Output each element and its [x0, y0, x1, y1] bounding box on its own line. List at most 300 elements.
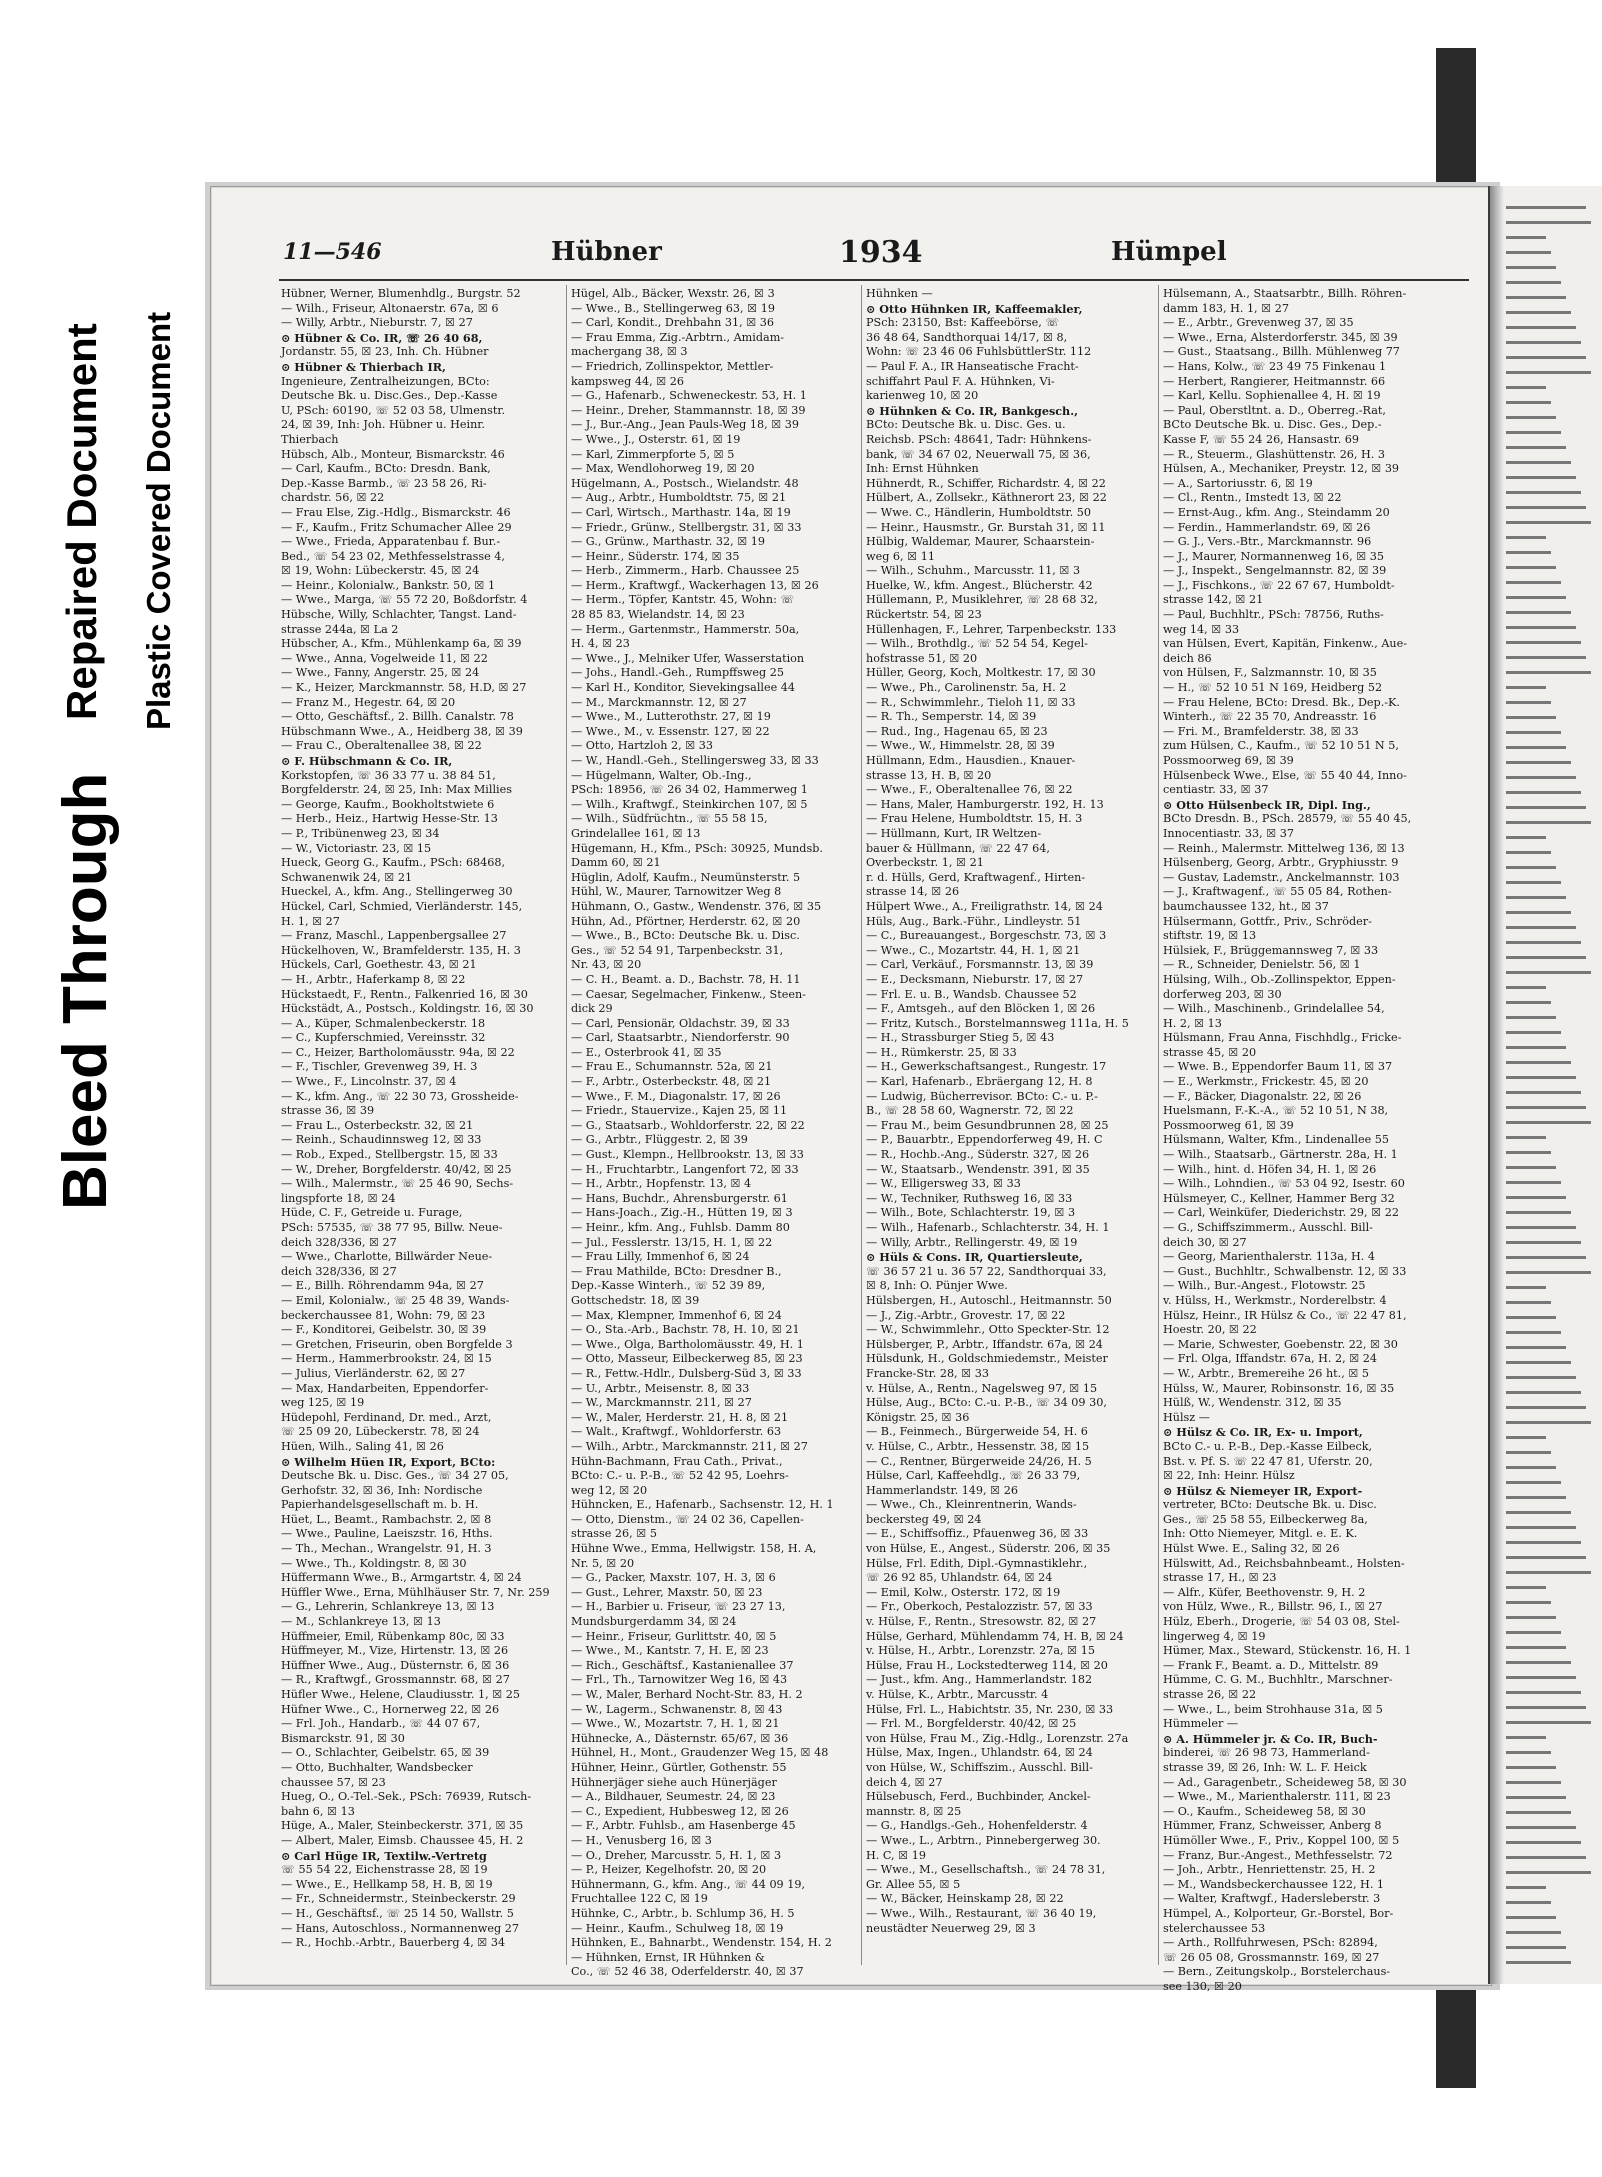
- directory-entry-line: — H., ☏ 52 10 51 N 169, Heidberg 52: [1163, 681, 1383, 695]
- adjacent-page-text-line: [1506, 1871, 1591, 1874]
- directory-entry-line: — Paul, Oberstltnt. a. D., Oberreg.-Rat,: [1163, 403, 1386, 417]
- directory-entry-line: — Rud., Ing., Hagenau 65, ☒ 23: [866, 724, 1048, 738]
- directory-entry-line: kampsweg 44, ☒ 26: [571, 374, 685, 388]
- adjacent-page-text-line: [1506, 1076, 1576, 1079]
- directory-entry-line: — Heinr., Süderstr. 174, ☒ 35: [571, 549, 740, 563]
- directory-entry-line: — Wwe., M., Lutterothstr. 27, ☒ 19: [571, 710, 771, 724]
- directory-entry-line: — H., Geschäftsf., ☏ 25 14 50, Wallstr. 5: [281, 1906, 514, 1920]
- directory-entry-line: — Hühnken, Ernst, IR Hühnken &: [571, 1950, 765, 1964]
- directory-entry-line: ☏ 55 54 22, Eichenstrasse 28, ☒ 19: [281, 1863, 488, 1877]
- directory-entry-line: ⊙ Hübner & Co. IR, ☏ 26 40 68,: [281, 330, 483, 345]
- adjacent-page-text-line: [1506, 296, 1566, 299]
- directory-entry-line: — G., Hafenarb., Schweneckestr. 53, H. 1: [571, 389, 807, 403]
- directory-entry-line: — Wwe., Anna, Vogelweide 11, ☒ 22: [281, 651, 488, 665]
- directory-entry-line: Hülse, Frl. L., Habichtstr. 35, Nr. 230, ☒ 33: [866, 1702, 1114, 1716]
- adjacent-page-text-line: [1506, 986, 1546, 989]
- label-repaired-document: Repaired Document: [58, 323, 105, 720]
- directory-entry-line: — Otto, Geschäftsf., 2. Billh. Canalstr. 78: [281, 710, 514, 724]
- directory-entry-line: lingspforte 18, ☒ 24: [281, 1191, 396, 1205]
- directory-entry-line: — U., Arbtr., Meisenstr. 8, ☒ 33: [571, 1381, 750, 1395]
- directory-entry-line: bank, ☏ 34 67 02, Neuerwall 75, ☒ 36,: [866, 447, 1091, 461]
- directory-entry-line: — F., Konditorei, Geibelstr. 30, ☒ 39: [281, 1323, 487, 1337]
- directory-entry-line: — F., Tischler, Grevenweg 39, H. 3: [281, 1060, 478, 1074]
- directory-entry-line: — Wwe., Ch., Kleinrentnerin, Wands-: [866, 1498, 1077, 1512]
- adjacent-page-text-line: [1506, 881, 1561, 884]
- directory-entry-line: v. Hülse, H., Arbtr., Lorenzstr. 27a, ☒ 15: [866, 1644, 1095, 1658]
- directory-entry-line: — R., Steuerm., Glashüttenstr. 26, H. 3: [1163, 447, 1386, 461]
- adjacent-page-text-line: [1506, 1601, 1551, 1604]
- directory-entry-line: — Wilh., Lohndien., ☏ 53 04 92, Isestr. 60: [1163, 1177, 1405, 1191]
- directory-entry-line: — R., Hochb.-Ang., Süderstr. 327, ☒ 26: [866, 1148, 1090, 1162]
- directory-entry-line: — Paul, Buchhltr., PSch: 78756, Ruths-: [1163, 608, 1384, 622]
- directory-entry-line: — W., Techniker, Ruthsweg 16, ☒ 33: [866, 1191, 1073, 1205]
- adjacent-page-text-line: [1506, 1571, 1591, 1574]
- adjacent-page-text-line: [1506, 281, 1561, 284]
- directory-entry-line: ⊙ Wilhelm Hüen IR, Export, BCto:: [281, 1454, 496, 1469]
- directory-entry-line: Hülse, Frl. Edith, Dipl.-Gymnastiklehr.,: [866, 1556, 1088, 1570]
- directory-entry-line: ⊙ A. Hümmeler jr. & Co. IR, Buch-: [1163, 1731, 1378, 1746]
- directory-entry-line: — J., Maurer, Normannenweg 16, ☒ 35: [1163, 549, 1385, 563]
- adjacent-page-text-line: [1506, 686, 1546, 689]
- directory-entry-line: ⊙ Hülsz & Niemeyer IR, Export-: [1163, 1483, 1363, 1498]
- directory-entry-line: strasse 244a, ☒ La 2: [281, 622, 399, 636]
- directory-entry-line: — Wilh., Friseur, Altonaerstr. 67a, ☒ 6: [281, 301, 499, 315]
- directory-entry-line: Hüet, L., Beamt., Rambachstr. 2, ☒ 8: [281, 1512, 492, 1526]
- directory-entry-line: — Herm., Gartenmstr., Hammerstr. 50a,: [571, 622, 800, 636]
- directory-entry-line: — H., Arbtr., Hopfenstr. 13, ☒ 4: [571, 1177, 752, 1191]
- adjacent-page-text-line: [1506, 1196, 1566, 1199]
- directory-entry-line: — Wwe., L., beim Strohhause 31a, ☒ 5: [1163, 1702, 1383, 1716]
- adjacent-page-text-line: [1506, 311, 1571, 314]
- directory-entry-line: Hülswitt, Ad., Reichsbahnbeamt., Holsten-: [1163, 1556, 1405, 1570]
- directory-entry-line: — O., Schlachter, Geibelstr. 65, ☒ 39: [281, 1746, 490, 1760]
- adjacent-page-text-line: [1506, 551, 1551, 554]
- directory-entry-line: — Wilh., Staatsarb., Gärtnerstr. 28a, H. 1: [1163, 1148, 1398, 1162]
- adjacent-page-text-line: [1506, 1316, 1556, 1319]
- directory-entry-line: dick 29: [571, 1002, 613, 1016]
- adjacent-page-text-line: [1506, 1556, 1586, 1559]
- directory-entry-line: Hühnermann, G., kfm. Ang., ☏ 44 09 19,: [571, 1877, 806, 1891]
- adjacent-page-text-line: [1506, 1016, 1556, 1019]
- directory-entry-line: ☏ 26 05 08, Grossmannstr. 169, ☒ 27: [1163, 1950, 1380, 1964]
- directory-entry-line: — Carl, Weinküfer, Diederichstr. 29, ☒ 22: [1163, 1206, 1399, 1220]
- directory-entry-line: — R., Hochb.-Arbtr., Bauerberg 4, ☒ 34: [281, 1936, 506, 1950]
- directory-entry-line: — Karl, Zimmerpforte 5, ☒ 5: [571, 447, 735, 461]
- header-first-entry: Hübner: [551, 237, 662, 267]
- directory-entry-line: 24, ☒ 39, Inh: Joh. Hübner u. Heinr.: [281, 418, 485, 432]
- directory-entry-line: Huelke, W., kfm. Angest., Blücherstr. 42: [866, 578, 1093, 592]
- directory-entry-line: — G., Staatsarb., Wohldorferstr. 22, ☒ 22: [571, 1118, 805, 1132]
- directory-entry-line: — Rich., Geschäftsf., Kastanienallee 37: [571, 1658, 794, 1672]
- directory-entry-line: — H., Arbtr., Haferkamp 8, ☒ 22: [281, 972, 466, 986]
- directory-entry-line: — P., Tribünenweg 23, ☒ 34: [281, 826, 440, 840]
- directory-entry-line: deich 328/336, ☒ 27: [281, 1264, 397, 1278]
- directory-entry-line: r. d. Hülls, Gerd, Kraftwagenf., Hirten-: [866, 870, 1086, 884]
- adjacent-page-text-line: [1506, 476, 1576, 479]
- directory-entry-line: — Friedr., Grünw., Stellbergstr. 31, ☒ 33: [571, 520, 802, 534]
- header-year: 1934: [839, 235, 923, 270]
- directory-entry-line: — Paul F. A., IR Hanseatische Fracht-: [866, 359, 1079, 373]
- directory-entry-line: — Frau Else, Zig.-Hdlg., Bismarckstr. 46: [281, 505, 511, 519]
- directory-entry-line: — Wilh., Schuhm., Marcusstr. 11, ☒ 3: [866, 564, 1081, 578]
- directory-entry-line: — Frank F., Beamt. a. D., Mittelstr. 89: [1163, 1658, 1379, 1672]
- adjacent-page-text-line: [1506, 1886, 1546, 1889]
- directory-entry-line: — W., Maler, Herderstr. 21, H. 8, ☒ 21: [571, 1410, 789, 1424]
- directory-entry-line: Hülsberger, P., Arbtr., Iffandstr. 67a, ☒ 24: [866, 1337, 1103, 1351]
- directory-entry-line: — R., Schwimmlehr., Tieloh 11, ☒ 33: [866, 695, 1076, 709]
- directory-entry-line: — Reinh., Schaudinnsweg 12, ☒ 33: [281, 1133, 482, 1147]
- directory-entry-line: — Frl. Joh., Handarb., ☏ 44 07 67,: [281, 1717, 481, 1731]
- directory-entry-line: ☒ 8, Inh: O. Pünjer Wwe.: [866, 1279, 1008, 1293]
- listing-column-3: [866, 287, 1148, 1967]
- adjacent-page-text-line: [1506, 536, 1546, 539]
- directory-entry-line: — Otto, Hartzloh 2, ☒ 33: [571, 739, 714, 753]
- adjacent-page-text-line: [1506, 596, 1566, 599]
- adjacent-page-text-line: [1506, 1376, 1576, 1379]
- directory-entry-line: — Wilh., Arbtr., Marckmannstr. 211, ☒ 27: [571, 1439, 808, 1453]
- adjacent-page-text-line: [1506, 1031, 1561, 1034]
- directory-entry-line: Hühnken —: [866, 287, 933, 300]
- adjacent-page-text-line: [1506, 1391, 1581, 1394]
- directory-entry-line: deich 86: [1163, 651, 1212, 665]
- adjacent-page-text-line: [1506, 401, 1551, 404]
- directory-entry-line: — Jul., Fesslerstr. 13/15, H. 1, ☒ 22: [571, 1235, 773, 1249]
- listing-column-1: [281, 287, 563, 1967]
- directory-entry-line: Hülß, W., Wendenstr. 312, ☒ 35: [1163, 1396, 1342, 1410]
- directory-entry-line: strasse 36, ☒ 39: [281, 1104, 375, 1118]
- adjacent-page-text-line: [1506, 1451, 1551, 1454]
- adjacent-page-text-line: [1506, 506, 1586, 509]
- directory-entry-line: Hückels, Carl, Goethestr. 43, ☒ 21: [281, 958, 477, 972]
- adjacent-page-text-line: [1506, 1466, 1556, 1469]
- directory-entry-line: Hügemann, H., Kfm., PSch: 30925, Mundsb.: [571, 841, 823, 855]
- directory-entry-line: — F., Arbtr. Fuhlsb., am Hasenberge 45: [571, 1819, 796, 1833]
- directory-entry-line: — Wilh., Maschinenb., Grindelallee 54,: [1163, 1002, 1385, 1016]
- directory-entry-line: Hüge, A., Maler, Steinbeckerstr. 371, ☒ 35: [281, 1819, 524, 1833]
- directory-entry-line: Hühncken, E., Hafenarb., Sachsenstr. 12, H. 1: [571, 1498, 834, 1512]
- directory-entry-line: — Wwe., Frieda, Apparatenbau f. Bur.-: [281, 535, 501, 549]
- adjacent-page-text-line: [1506, 1136, 1546, 1139]
- adjacent-page-text-line: [1506, 1166, 1556, 1169]
- directory-entry-line: — Gust., Lehrer, Maxstr. 50, ☒ 23: [571, 1585, 763, 1599]
- directory-entry-line: Hümmer, Franz, Schweisser, Anberg 8: [1163, 1819, 1382, 1833]
- directory-entry-line: — R. Th., Semperstr. 14, ☒ 39: [866, 710, 1037, 724]
- adjacent-page-text-line: [1506, 971, 1591, 974]
- directory-entry-line: — E., Arbtr., Grevenweg 37, ☒ 35: [1163, 316, 1354, 330]
- adjacent-page-text-line: [1506, 1286, 1546, 1289]
- directory-entry-line: — F., Arbtr., Osterbeckstr. 48, ☒ 21: [571, 1075, 772, 1089]
- directory-entry-line: — G., Handlgs.-Geh., Hohenfelderstr. 4: [866, 1819, 1088, 1833]
- directory-entry-line: — Karl H., Konditor, Sievekingsallee 44: [571, 681, 796, 695]
- adjacent-page-text-line: [1506, 1121, 1591, 1124]
- directory-entry-line: — Wwe., Marga, ☏ 55 72 20, Boßdorfstr. 4: [281, 593, 528, 607]
- directory-entry-line: strasse 13, H. B, ☒ 20: [866, 768, 992, 782]
- adjacent-page-text-line: [1506, 641, 1581, 644]
- directory-entry-line: Hoestr. 20, ☒ 22: [1163, 1323, 1257, 1337]
- adjacent-page-text-line: [1506, 1046, 1566, 1049]
- directory-entry-line: — Wwe., J., Osterstr. 61, ☒ 19: [571, 432, 741, 446]
- directory-entry-line: binderei, ☏ 26 98 73, Hammerland-: [1163, 1746, 1370, 1760]
- directory-entry-line: PSch: 18956, ☏ 26 34 02, Hammerweg 1: [571, 783, 808, 797]
- directory-entry-line: ⊙ Hüls & Cons. IR, Quartiersleute,: [866, 1250, 1083, 1265]
- directory-entry-line: — Wilh., Bur.-Angest., Flotowstr. 25: [1163, 1279, 1366, 1293]
- directory-entry-line: Hülse, Max, Ingen., Uhlandstr. 64, ☒ 24: [866, 1746, 1093, 1760]
- directory-entry-line: — Wwe., Th., Koldingstr. 8, ☒ 30: [281, 1556, 467, 1570]
- directory-entry-line: — G., Grünw., Marthastr. 32, ☒ 19: [571, 535, 766, 549]
- directory-entry-line: Hüller, Georg, Koch, Moltkestr. 17, ☒ 30: [866, 666, 1096, 680]
- directory-entry-line: — Max, Klempner, Immenhof 6, ☒ 24: [571, 1308, 782, 1322]
- directory-entry-line: — Otto, Dienstm., ☏ 24 02 36, Capellen-: [571, 1512, 804, 1526]
- adjacent-page-text-line: [1506, 1616, 1556, 1619]
- directory-entry-line: Hüls, Aug., Bark.-Führ., Lindleystr. 51: [866, 914, 1082, 928]
- directory-entry-line: — W., Arbtr., Bremereihe 26 ht., ☒ 5: [1163, 1366, 1370, 1380]
- directory-entry-line: karienweg 10, ☒ 20: [866, 389, 979, 403]
- directory-entry-line: — Wwe., B., BCto: Deutsche Bk. u. Disc.: [571, 929, 800, 943]
- directory-entry-line: — Hans-Joach., Zig.-H., Hütten 19, ☒ 3: [571, 1206, 793, 1220]
- directory-entry-line: Hüffmeier, Emil, Rübenkamp 80c, ☒ 33: [281, 1629, 505, 1643]
- directory-entry-line: — Wwe., M., Marienthalerstr. 111, ☒ 23: [1163, 1790, 1391, 1804]
- adjacent-page-text-line: [1506, 1496, 1566, 1499]
- directory-entry-line: — Willy, Arbtr., Rellingerstr. 49, ☒ 19: [866, 1235, 1078, 1249]
- directory-entry-line: Gr. Allee 55, ☒ 5: [866, 1877, 961, 1891]
- directory-entry-line: — Friedr., Stauervize., Kajen 25, ☒ 11: [571, 1104, 788, 1118]
- directory-entry-line: ☏ 25 09 20, Lübeckerstr. 78, ☒ 24: [281, 1425, 480, 1439]
- directory-entry-line: Schwanenwik 24, ☒ 21: [281, 870, 413, 884]
- directory-entry-line: Dep.-Kasse Winterh., ☏ 52 39 89,: [571, 1279, 766, 1293]
- directory-entry-line: Hüffermann Wwe., B., Armgartstr. 4, ☒ 24: [281, 1571, 522, 1585]
- directory-entry-line: Hühnke, C., Arbtr., b. Schlump 36, H. 5: [571, 1906, 795, 1920]
- directory-entry-line: Jordanstr. 55, ☒ 23, Inh. Ch. Hübner: [281, 345, 489, 359]
- adjacent-page-text-line: [1506, 956, 1586, 959]
- adjacent-page-text-line: [1506, 1901, 1551, 1904]
- directory-entry-line: Gottschedstr. 18, ☒ 39: [571, 1293, 700, 1307]
- adjacent-page-text-line: [1506, 581, 1561, 584]
- adjacent-page-text-line: [1506, 1751, 1551, 1754]
- directory-entry-line: — Wwe. C., Händlerin, Humboldtstr. 50: [866, 505, 1092, 519]
- adjacent-page-text-line: [1506, 611, 1571, 614]
- directory-entry-line: — Frl., Th., Tarnowitzer Weg 16, ☒ 43: [571, 1673, 788, 1687]
- adjacent-page-text-line: [1506, 1526, 1576, 1529]
- directory-entry-line: — Just., kfm. Ang., Hammerlandstr. 182: [866, 1673, 1093, 1687]
- directory-entry-line: — Herm., Hammerbrookstr. 24, ☒ 15: [281, 1352, 492, 1366]
- directory-entry-line: — Ad., Garagenbetr., Scheideweg 58, ☒ 30: [1163, 1775, 1407, 1789]
- adjacent-page-text-line: [1506, 1271, 1591, 1274]
- page-number: 11—546: [283, 239, 382, 265]
- directory-entry-line: Possmoorweg 61, ☒ 39: [1163, 1118, 1294, 1132]
- directory-entry-line: — Karl, Hafenarb., Ebräergang 12, H. 8: [866, 1075, 1093, 1089]
- directory-entry-line: — M., Marckmannstr. 12, ☒ 27: [571, 695, 747, 709]
- directory-entry-line: — W., Marckmannstr. 211, ☒ 27: [571, 1396, 752, 1410]
- directory-entry-line: — Alfr., Küfer, Beethovenstr. 9, H. 2: [1163, 1585, 1366, 1599]
- column-divider: [1158, 285, 1159, 1965]
- directory-entry-line: Hühnel, H., Mont., Graudenzer Weg 15, ☒ 48: [571, 1746, 829, 1760]
- directory-entry-line: — Th., Mechan., Wrangelstr. 91, H. 3: [281, 1542, 492, 1556]
- directory-entry-line: Hülse, Carl, Kaffeehdlg., ☏ 26 33 79,: [866, 1469, 1081, 1483]
- directory-entry-line: — Wilh., Malermstr., ☏ 25 46 90, Sechs-: [281, 1177, 514, 1191]
- directory-entry-line: Hübsche, Willy, Schlachter, Tangst. Land-: [281, 608, 517, 622]
- directory-entry-line: Hülsenbeck Wwe., Else, ☏ 55 40 44, Inno-: [1163, 768, 1407, 782]
- directory-entry-line: Huelsmann, F.-K.-A., ☏ 52 10 51, N 38,: [1163, 1104, 1389, 1118]
- directory-entry-line: — P., Bauarbtr., Eppendorferweg 49, H. C: [866, 1133, 1103, 1147]
- directory-entry-line: Hülsbergen, H., Autoschl., Heitmannstr. 50: [866, 1293, 1112, 1307]
- directory-entry-line: — Wwe., Charlotte, Billwärder Neue-: [281, 1250, 493, 1264]
- directory-entry-line: — Gretchen, Friseurin, oben Borgfelde 3: [281, 1337, 513, 1351]
- directory-entry-line: ☏ 36 57 21 u. 36 57 22, Sandthorquai 33,: [866, 1264, 1107, 1278]
- directory-entry-line: — Caesar, Segelmacher, Finkenw., Steen-: [571, 987, 806, 1001]
- directory-entry-line: — Wwe., F., Lincolnstr. 37, ☒ 4: [281, 1075, 457, 1089]
- directory-entry-line: — Gust., Staatsang., Billh. Mühlenweg 77: [1163, 345, 1400, 359]
- adjacent-page-text-line: [1506, 1226, 1576, 1229]
- adjacent-page-text-line: [1506, 746, 1566, 749]
- directory-entry-line: — Otto, Buchhalter, Wandsbecker: [281, 1760, 473, 1774]
- directory-entry-line: 28 85 83, Wielandstr. 14, ☒ 23: [571, 608, 745, 622]
- adjacent-page-text-line: [1506, 1841, 1581, 1844]
- directory-entry-line: — Ludwig, Bücherrevisor. BCto: C.- u. P.-: [866, 1089, 1098, 1103]
- directory-entry-line: Hammerlandstr. 149, ☒ 26: [866, 1483, 1018, 1497]
- directory-entry-line: — R., Fettw.-Hdlr., Dulsberg-Süd 3, ☒ 33: [571, 1366, 802, 1380]
- directory-entry-line: Hülst Wwe. E., Saling 32, ☒ 26: [1163, 1542, 1340, 1556]
- directory-entry-line: chaussee 57, ☒ 23: [281, 1775, 386, 1789]
- adjacent-page-text-line: [1506, 731, 1561, 734]
- directory-entry-line: — H., Rümkerstr. 25, ☒ 33: [866, 1045, 1017, 1059]
- directory-entry-line: Hüglin, Adolf, Kaufm., Neumünsterstr. 5: [571, 870, 801, 884]
- directory-entry-line: — Heinr., Hausmstr., Gr. Burstah 31, ☒ 11: [866, 520, 1106, 534]
- directory-entry-line: Possmoorweg 69, ☒ 39: [1163, 754, 1294, 767]
- directory-entry-line: bauer & Hüllmann, ☏ 22 47 64,: [866, 841, 1050, 855]
- directory-entry-line: — H., Gewerkschaftsangest., Rungestr. 17: [866, 1060, 1107, 1074]
- directory-entry-line: von Hülse, W., Schiffszim., Ausschl. Bill-: [866, 1760, 1093, 1774]
- directory-entry-line: — Herb., Heiz., Hartwig Hesse-Str. 13: [281, 812, 498, 826]
- directory-entry-line: — Arth., Rollfuhrwesen, PSch: 82894,: [1163, 1936, 1378, 1950]
- directory-entry-line: Hülse, Gerhard, Mühlendamm 74, H. B, ☒ 24: [866, 1629, 1124, 1643]
- adjacent-page-text-line: [1506, 221, 1591, 224]
- adjacent-page-text-line: [1506, 416, 1556, 419]
- directory-entry-line: — C., Expedient, Hubbesweg 12, ☒ 26: [571, 1804, 789, 1818]
- directory-entry-line: — Wwe., Wilh., Restaurant, ☏ 36 40 19,: [866, 1906, 1097, 1920]
- directory-entry-line: — Wilh., Brothdlg., ☏ 52 54 54, Kegel-: [866, 637, 1088, 651]
- directory-entry-line: ⊙ Hülsz & Co. IR, Ex- u. Import,: [1163, 1425, 1363, 1440]
- directory-entry-line: Hülsen, A., Mechaniker, Preystr. 12, ☒ 39: [1163, 462, 1400, 476]
- directory-entry-line: H. 1, ☒ 27: [281, 914, 340, 928]
- directory-entry-line: Hühnken, E., Bahnarbt., Wendenstr. 154, H. 2: [571, 1936, 832, 1950]
- listing-column-2: [571, 287, 853, 1979]
- directory-entry-line: — Wilh., Kraftwgf., Steinkirchen 107, ☒ 5: [571, 797, 808, 811]
- directory-entry-line: Hüde, C. F., Getreide u. Furage,: [281, 1206, 463, 1220]
- directory-entry-line: Co., ☏ 52 46 38, Oderfelderstr. 40, ☒ 37: [571, 1965, 804, 1979]
- adjacent-page-text-line: [1506, 1331, 1561, 1334]
- directory-entry-line: ⊙ Hühnken & Co. IR, Bankgesch.,: [866, 403, 1078, 418]
- directory-entry-line: — Karl, Kellu. Sophienallee 4, H. ☒ 19: [1163, 389, 1381, 403]
- directory-entry-line: — W., Lagerm., Schwanenstr. 8, ☒ 43: [571, 1702, 783, 1716]
- directory-entry-line: BCto Dresdn. B., PSch. 28579, ☏ 55 40 45,: [1163, 812, 1412, 826]
- directory-entry-line: Deutsche Bk. u. Disc. Ges., ☏ 34 27 05,: [281, 1469, 509, 1483]
- directory-entry-line: — George, Kaufm., Bookholtstwiete 6: [281, 797, 495, 811]
- directory-entry-line: — J., Fischkons., ☏ 22 67 67, Humboldt-: [1163, 578, 1395, 592]
- column-divider: [861, 285, 862, 1965]
- directory-entry-line: — Gust., Buchhltr., Schwalbenstr. 12, ☒ 33: [1163, 1264, 1407, 1278]
- directory-entry-line: — Frau E., Schumannstr. 52a, ☒ 21: [571, 1060, 773, 1074]
- directory-entry-line: dorferweg 203, ☒ 30: [1163, 987, 1282, 1001]
- directory-entry-line: — Wilh., Bote, Schlachterstr. 19, ☒ 3: [866, 1206, 1076, 1220]
- adjacent-page-text-line: [1506, 776, 1576, 779]
- directory-entry-line: Hüffler Wwe., Erna, Mühlhäuser Str. 7, Nr. 259: [281, 1585, 550, 1599]
- directory-entry-line: — Heinr., Friseur, Gurlittstr. 40, ☒ 5: [571, 1629, 777, 1643]
- adjacent-page-text-line: [1506, 761, 1571, 764]
- directory-entry-line: deich 30, ☒ 27: [1163, 1235, 1247, 1249]
- directory-entry-line: — Gust., Klempn., Hellbrookstr. 13, ☒ 33: [571, 1148, 804, 1162]
- directory-entry-line: Hülpert Wwe., A., Freiligrathstr. 14, ☒ 24: [866, 899, 1103, 913]
- directory-entry-line: — Wilh., Südfrüchtn., ☏ 55 58 15,: [571, 812, 768, 826]
- adjacent-page-text-line: [1506, 1151, 1551, 1154]
- directory-entry-line: damm 183, H. 1, ☒ 27: [1163, 301, 1289, 315]
- directory-entry-line: — Ernst-Aug., kfm. Ang., Steindamm 20: [1163, 505, 1390, 519]
- directory-entry-line: Winterh., ☏ 22 35 70, Andreasstr. 16: [1163, 710, 1377, 724]
- directory-entry-line: — Wwe., Ph., Carolinenstr. 5a, H. 2: [866, 681, 1067, 695]
- directory-entry-line: Hühmann, O., Gastw., Wendenstr. 376, ☒ 35: [571, 899, 822, 913]
- directory-entry-line: Hüfner Wwe., C., Hornerweg 22, ☒ 26: [281, 1702, 500, 1716]
- directory-entry-line: Hülsebusch, Ferd., Buchbinder, Anckel-: [866, 1790, 1091, 1804]
- directory-entry-line: — Fritz, Kutsch., Borstelmannsweg 111a, H. 5: [866, 1016, 1129, 1030]
- directory-entry-line: — Carl, Kondit., Drehbahn 31, ☒ 36: [571, 316, 775, 330]
- directory-entry-line: — Franz, Maschl., Lappenbergsallee 27: [281, 929, 507, 943]
- adjacent-page-text-line: [1506, 566, 1556, 569]
- adjacent-page-text-line: [1506, 326, 1576, 329]
- directory-entry-line: — Frau Mathilde, BCto: Dresdner B.,: [571, 1264, 782, 1278]
- adjacent-page-text-line: [1506, 1436, 1546, 1439]
- directory-entry-line: Hülsenberg, Georg, Arbtr., Gryphiusstr. 9: [1163, 856, 1399, 870]
- directory-entry-line: — Wwe., Olga, Bartholomäusstr. 49, H. 1: [571, 1337, 804, 1351]
- adjacent-page-text-line: [1506, 1706, 1586, 1709]
- adjacent-page-text-line: [1506, 806, 1586, 809]
- directory-entry-line: — Willy, Arbtr., Nieburstr. 7, ☒ 27: [281, 316, 473, 330]
- directory-entry-line: Hülbig, Waldemar, Maurer, Schaarstein-: [866, 535, 1095, 549]
- directory-entry-line: — R., Schneider, Denielstr. 56, ☒ 1: [1163, 958, 1361, 972]
- column-divider: [566, 285, 567, 1965]
- directory-entry-line: van Hülsen, Evert, Kapitän, Finkenw., Aue-: [1163, 637, 1408, 651]
- directory-entry-line: stelerchaussee 53: [1163, 1921, 1266, 1935]
- adjacent-page-text-line: [1506, 1781, 1561, 1784]
- directory-entry-line: — Frau Helene, BCto: Dresd. Bk., Dep.-K.: [1163, 695, 1400, 709]
- adjacent-page-text-line: [1506, 1811, 1571, 1814]
- adjacent-page-text-line: [1506, 1721, 1591, 1724]
- directory-entry-line: — Fr., Schneidermstr., Steinbeckerstr. 29: [281, 1892, 516, 1906]
- adjacent-page-text-line: [1506, 701, 1551, 704]
- directory-entry-line: — A., Küper, Schmalenbeckerstr. 18: [281, 1016, 486, 1030]
- directory-entry-line: — C. H., Beamt. a. D., Bachstr. 78, H. 11: [571, 972, 801, 986]
- adjacent-page-text-line: [1506, 1691, 1581, 1694]
- adjacent-page-text-line: [1506, 491, 1581, 494]
- adjacent-page-edge: [1488, 186, 1602, 1984]
- directory-entry-line: — H., Strassburger Stieg 5, ☒ 43: [866, 1031, 1055, 1045]
- directory-entry-line: bahn 6, ☒ 13: [281, 1804, 355, 1818]
- adjacent-page-text-line: [1506, 266, 1556, 269]
- directory-entry-line: Inh: Ernst Hühnken: [866, 462, 979, 476]
- directory-entry-line: Hülz, Eberh., Drogerie, ☏ 54 03 08, Stel-: [1163, 1615, 1400, 1629]
- directory-entry-line: Hülsmeyer, C., Kellner, Hammer Berg 32: [1163, 1191, 1395, 1205]
- directory-entry-line: Hühne Wwe., Emma, Hellwigstr. 158, H. A,: [571, 1542, 817, 1556]
- directory-entry-line: stiftstr. 19, ☒ 13: [1163, 929, 1257, 943]
- header-rule: [279, 279, 1469, 281]
- adjacent-page-text-line: [1506, 1961, 1571, 1964]
- directory-entry-line: — Frau Helene, Humboldtstr. 15, H. 3: [866, 812, 1083, 826]
- directory-entry-line: vertreter, BCto: Deutsche Bk. u. Disc.: [1163, 1498, 1377, 1512]
- directory-entry-line: — Carl, Wirtsch., Marthastr. 14a, ☒ 19: [571, 505, 791, 519]
- directory-entry-line: — G., Lehrerin, Schlankreye 13, ☒ 13: [281, 1600, 495, 1614]
- directory-entry-line: — Frau Lilly, Immenhof 6, ☒ 24: [571, 1250, 750, 1264]
- directory-entry-line: Mundsburgerdamm 34, ☒ 24: [571, 1615, 737, 1629]
- adjacent-page-text-line: [1506, 1241, 1581, 1244]
- directory-entry-line: Korkstopfen, ☏ 36 33 77 u. 38 84 51,: [281, 768, 496, 782]
